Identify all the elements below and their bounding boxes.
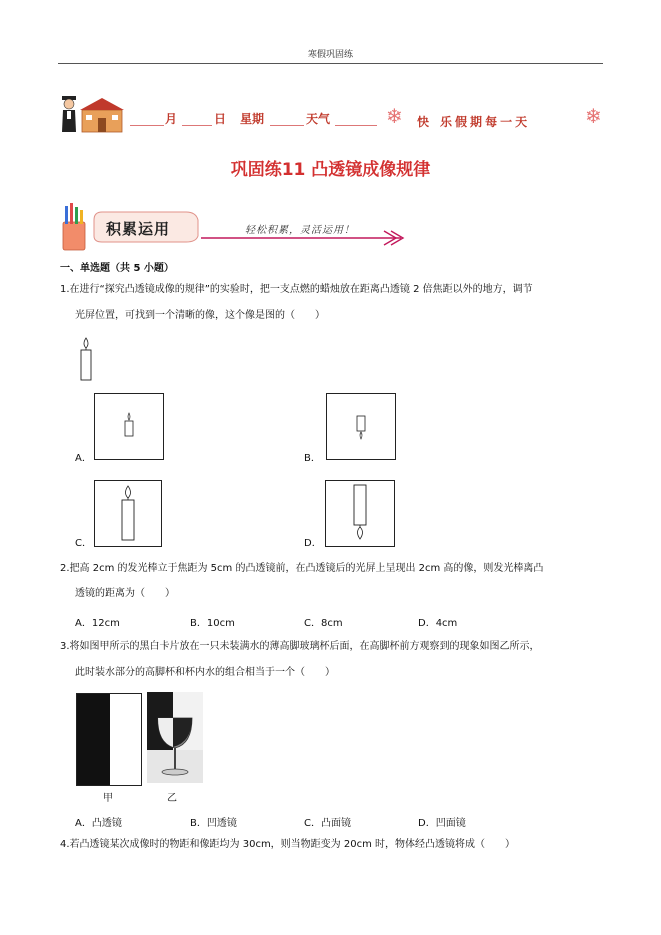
small-inverted-candle-icon — [327, 394, 395, 459]
q1-line1: 1.在进行“探究凸透镜成像的规律”的实验时，把一支点燃的蜡烛放在距离凸透镜 2 倍焦距以外的地方，调节 — [60, 284, 533, 295]
q3-line1: 3.将如图甲所示的黑白卡片放在一只未装满水的薄高脚玻璃杯后面，在高脚杯前方观察到的现象如图乙所示， — [60, 641, 540, 652]
q4-line1: 4.若凸透镜某次成像时的物距和像距均为 30cm，则当物距变为 20cm 时，物体经凸透镜将成（ ） — [60, 839, 516, 850]
q3-option-a[interactable]: A．凸透镜 — [75, 818, 122, 829]
weather-blank — [335, 125, 377, 126]
banner-label: 积累运用 — [106, 220, 171, 238]
snowflake-icon: ❄ — [386, 104, 403, 128]
small-upright-candle-icon — [95, 394, 163, 459]
date-day-label: 日 — [214, 112, 227, 126]
q2-option-b[interactable]: B．10cm — [190, 618, 235, 629]
pencil-cup-icon — [63, 203, 85, 250]
q2-option-d[interactable]: D．4cm — [418, 618, 458, 629]
q1-option-c-label[interactable]: C． — [75, 538, 92, 549]
date-bar-decoration — [58, 92, 133, 136]
banner-slogan: 轻松积累，灵活运用！ — [245, 225, 355, 236]
q1-option-a-image[interactable] — [94, 393, 164, 460]
page-title: 巩固练11 凸透镜成像规律 — [230, 160, 431, 180]
happy-holiday-slogan: 快 乐假期每一天 — [417, 115, 531, 129]
large-inverted-candle-icon — [326, 481, 394, 546]
header-title: 寒假巩固练 — [307, 50, 353, 60]
card-black-half — [77, 694, 110, 785]
q1-candle-object — [76, 336, 96, 382]
q2-option-a[interactable]: A．12cm — [75, 618, 120, 629]
q2-line1: 2.把高 2cm 的发光棒立于焦距为 5cm 的凸透镜前，在凸透镜后的光屏上呈现出 2cm 高的像，则发光棒离凸 — [60, 563, 544, 574]
month-blank — [130, 125, 164, 126]
snowflake-icon: ❄ — [585, 104, 602, 128]
q1-option-d-image[interactable] — [325, 480, 395, 547]
q1-line2: 光屏位置，可找到一个清晰的像，这个像是图的（ ） — [75, 310, 325, 321]
large-upright-candle-icon — [95, 481, 161, 546]
q1-option-b-label[interactable]: B． — [304, 453, 321, 464]
fig-jia-label: 甲 — [103, 793, 113, 804]
q2-option-c[interactable]: C．8cm — [304, 618, 343, 629]
date-weather-label: 天气 — [306, 112, 331, 126]
q1-option-c-image[interactable] — [94, 480, 162, 547]
graduate-figure-icon — [62, 96, 76, 132]
fig-jia-card — [76, 693, 142, 786]
q3-option-c[interactable]: C．凸面镜 — [304, 818, 351, 829]
date-month-label: 月 — [165, 112, 178, 126]
day-blank — [182, 125, 212, 126]
section-heading: 一、单选题（共 5 小题） — [60, 263, 174, 274]
q3-option-b[interactable]: B．凹透镜 — [190, 818, 237, 829]
q2-line2: 透镜的距离为（ ） — [75, 588, 175, 599]
card-white-half — [110, 694, 141, 785]
q3-option-d[interactable]: D．凹面镜 — [418, 818, 466, 829]
header-divider — [58, 63, 603, 64]
q3-line2: 此时装水部分的高脚杯和杯内水的组合相当于一个（ ） — [75, 667, 335, 678]
fig-yi-label: 乙 — [167, 793, 177, 804]
q1-option-d-label[interactable]: D． — [304, 538, 322, 549]
school-building-icon — [80, 98, 124, 132]
fig-yi-goblet — [147, 692, 203, 783]
q1-option-a-label[interactable]: A． — [75, 453, 92, 464]
q1-option-b-image[interactable] — [326, 393, 396, 460]
weekday-blank — [270, 125, 304, 126]
date-weekday-label: 星期 — [240, 112, 265, 126]
